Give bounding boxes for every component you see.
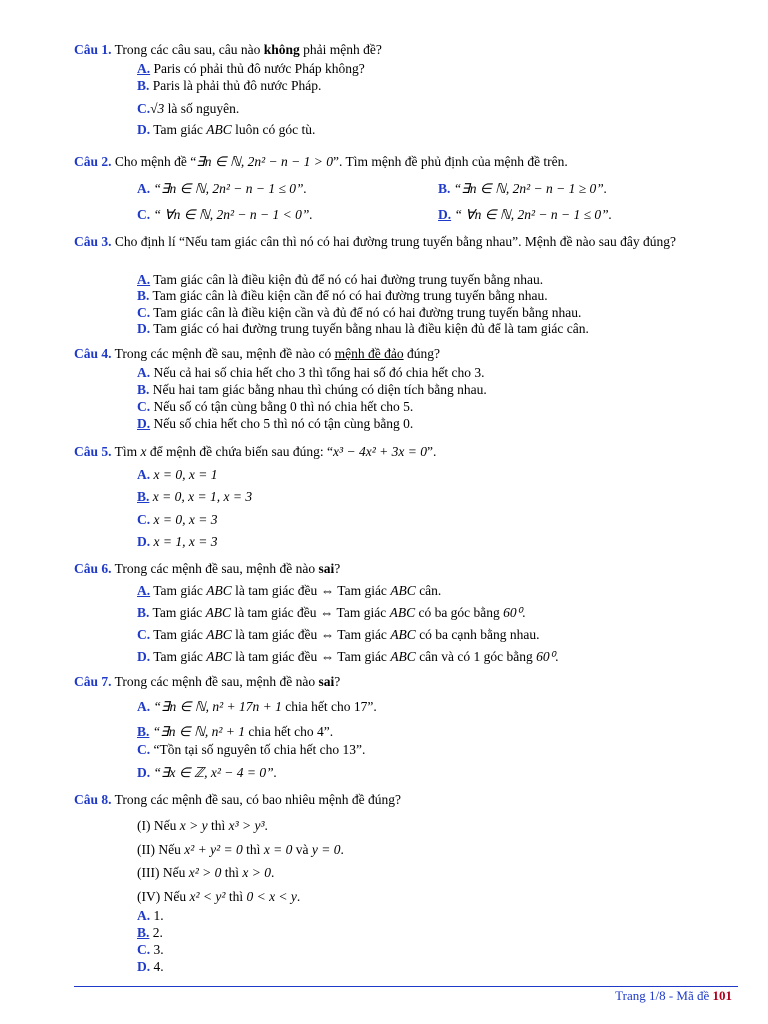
q6-option-a[interactable]: A. Tam giác ABC là tam giác đều ⇔ Tam giác ABC cân. — [137, 583, 442, 598]
question-1-stem: Câu 1. Trong các câu sau, câu nào không phải mệnh đề? — [74, 42, 382, 57]
q8-option-d[interactable]: D. 4. — [137, 959, 164, 974]
q1-option-d[interactable]: D. Tam giác ABC luôn có góc tù. — [137, 122, 316, 137]
question-5-stem: Câu 5. Tìm x để mệnh đề chứa biến sau đúng: “x³ − 4x² + 3x = 0”. — [74, 444, 437, 459]
footer-divider — [74, 986, 738, 987]
q2-option-a[interactable]: A. “∃n ∈ ℕ, 2n² − n − 1 ≤ 0”. — [137, 181, 307, 196]
question-6-stem: Câu 6. Trong các mệnh đề sau, mệnh đề nào sai? — [74, 561, 341, 576]
q6-option-d[interactable]: D. Tam giác ABC là tam giác đều ⇔ Tam giác ABC cân và có 1 góc bằng 60⁰. — [137, 649, 559, 664]
q7-option-d[interactable]: D. “∃x ∈ ℤ, x² − 4 = 0”. — [137, 765, 277, 780]
q7-option-c[interactable]: C. “Tồn tại số nguyên tố chia hết cho 13”. — [137, 742, 366, 757]
q1-option-a[interactable]: A. Paris có phải thủ đô nước Pháp không? — [137, 61, 365, 76]
q4-option-d[interactable]: D. Nếu số chia hết cho 5 thì nó có tận cùng bằng 0. — [137, 416, 414, 431]
q8-statement-3: (III) Nếu x² > 0 thì x > 0. — [137, 865, 275, 880]
q1-option-b[interactable]: B. Paris là phải thủ đô nước Pháp. — [137, 78, 322, 93]
q2-option-b[interactable]: B. “∃n ∈ ℕ, 2n² − n − 1 ≥ 0”. — [438, 181, 608, 196]
q8-option-a[interactable]: A. 1. — [137, 908, 164, 923]
q1-option-c[interactable]: C.√3 là số nguyên. — [137, 101, 240, 116]
q5-option-c[interactable]: C. x = 0, x = 3 — [137, 512, 218, 527]
q5-option-d[interactable]: D. x = 1, x = 3 — [137, 534, 218, 549]
q4-option-b[interactable]: B. Nếu hai tam giác bằng nhau thì chúng có diện tích bằng nhau. — [137, 382, 487, 397]
q5-option-a[interactable]: A. x = 0, x = 1 — [137, 467, 218, 482]
question-2-stem: Câu 2. Cho mệnh đề “∃n ∈ ℕ, 2n² − n − 1 > 0”. Tìm mệnh đề phủ định của mệnh đề trên. — [74, 154, 568, 169]
q3-option-d[interactable]: D. Tam giác có hai đường trung tuyến bằng nhau là điều kiện đủ để là tam giác cân. — [137, 321, 589, 336]
q8-option-c[interactable]: C. 3. — [137, 942, 164, 957]
q4-option-c[interactable]: C. Nếu số có tận cùng bằng 0 thì nó chia hết cho 5. — [137, 399, 414, 414]
q3-option-c[interactable]: C. Tam giác cân là điều kiện cần và đủ để nó có hai đường trung tuyến bằng nhau. — [137, 305, 582, 320]
question-8-stem: Câu 8. Trong các mệnh đề sau, có bao nhiêu mệnh đề đúng? — [74, 792, 401, 807]
q8-statement-4: (IV) Nếu x² < y² thì 0 < x < y. — [137, 889, 301, 904]
q7-option-b[interactable]: B. “∃n ∈ ℕ, n² + 1 chia hết cho 4”. — [137, 724, 334, 739]
q3-option-a[interactable]: A. Tam giác cân là điều kiện đủ để nó có hai đường trung tuyến bằng nhau. — [137, 272, 544, 287]
page-footer: Trang 1/8 - Mã đề 101 — [615, 988, 732, 1003]
q7-option-a[interactable]: A. “∃n ∈ ℕ, n² + 17n + 1 chia hết cho 17”. — [137, 699, 377, 714]
question-3-stem: Câu 3. Cho định lí “Nếu tam giác cân thì nó có hai đường trung tuyến bằng nhau”. Mệnh đề nào sau đây đúng? — [74, 234, 676, 249]
q8-statement-1: (I) Nếu x > y thì x³ > y³. — [137, 818, 268, 833]
q3-option-b[interactable]: B. Tam giác cân là điều kiện cần để nó có hai đường trung tuyến bằng nhau. — [137, 288, 548, 303]
q2-option-d[interactable]: D. “ ∀n ∈ ℕ, 2n² − n − 1 ≤ 0”. — [438, 207, 612, 222]
question-7-stem: Câu 7. Trong các mệnh đề sau, mệnh đề nào sai? — [74, 674, 341, 689]
question-4-stem: Câu 4. Trong các mệnh đề sau, mệnh đề nào có mệnh đề đảo đúng? — [74, 346, 440, 361]
q2-option-c[interactable]: C. “ ∀n ∈ ℕ, 2n² − n − 1 < 0”. — [137, 207, 313, 222]
q4-option-a[interactable]: A. Nếu cả hai số chia hết cho 3 thì tổng hai số đó chia hết cho 3. — [137, 365, 485, 380]
q8-statement-2: (II) Nếu x² + y² = 0 thì x = 0 và y = 0. — [137, 842, 344, 857]
q6-option-c[interactable]: C. Tam giác ABC là tam giác đều ⇔ Tam giác ABC có ba cạnh bằng nhau. — [137, 627, 540, 642]
q8-option-b[interactable]: B. 2. — [137, 925, 163, 940]
q5-option-b[interactable]: B. x = 0, x = 1, x = 3 — [137, 489, 253, 504]
q6-option-b[interactable]: B. Tam giác ABC là tam giác đều ⇔ Tam giác ABC có ba góc bằng 60⁰. — [137, 605, 526, 620]
